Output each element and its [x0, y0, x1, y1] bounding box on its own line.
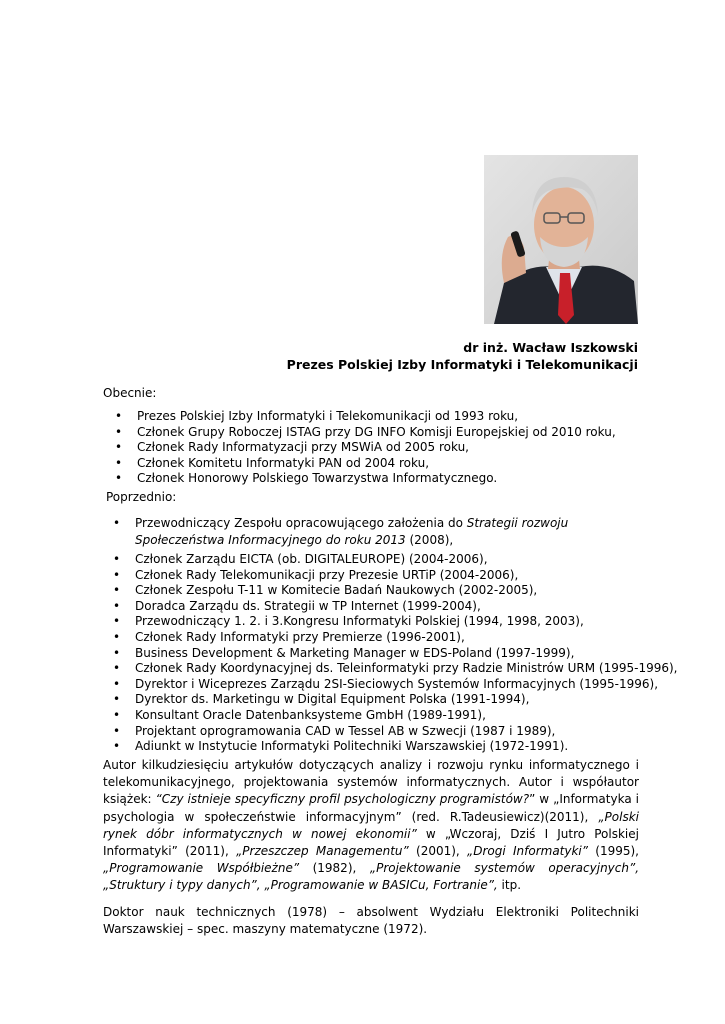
list-item-text: Dyrektor i Wiceprezes Zarządu 2SI-Sieciowych Systemów Informacyjnych (1995-1996),	[135, 676, 659, 691]
bullet-icon: •	[113, 598, 121, 613]
current-positions-list	[105, 409, 616, 487]
book-title-text: “Czy istnieje specyficzny profil psychologiczny programistów?	[155, 792, 530, 807]
bullet-icon: •	[115, 409, 123, 423]
portrait-photo	[484, 155, 638, 324]
list-item-text: Członek Rady Informatyki przy Premierze (1996-2001),	[135, 629, 465, 644]
book-title-text: „Polski rynek dóbr informatycznych w nowej ekonomii”	[103, 809, 639, 841]
bullet-icon: •	[115, 471, 123, 486]
list-item	[103, 677, 677, 693]
list-item-text: Członek Zespołu T-11 w Komitecie Badań Naukowych (2002-2005),	[135, 583, 538, 598]
list-item-text: Konsultant Oracle Datenbanksysteme GmbH (1989-1991),	[135, 707, 486, 722]
list-item	[103, 692, 677, 708]
bullet-icon: •	[113, 692, 121, 707]
paragraph-text: itp.	[497, 878, 522, 893]
list-item	[103, 708, 677, 724]
person-title: Prezes Polskiej Izby Informatyki i Telekomunikacji	[286, 357, 638, 372]
list-item-text: Członek Rady Telekomunikacji przy Prezesie URTiP (2004-2006),	[135, 567, 519, 582]
list-item-text: Przewodniczący 1. 2. i 3.Kongresu Informatyki Polskiej (1994, 1998, 2003),	[135, 614, 584, 629]
author-paragraph	[103, 757, 639, 895]
list-item	[105, 471, 616, 487]
list-item-text: Członek Rady Koordynacyjnej ds. Teleinformatyki przy Radzie Ministrów URM (1995-1996),	[135, 661, 678, 676]
bullet-icon: •	[113, 661, 121, 676]
bullet-icon: •	[113, 516, 121, 530]
list-item	[103, 515, 643, 548]
list-item	[103, 630, 677, 646]
bullet-icon: •	[113, 723, 121, 738]
list-item-text: Członek Zarządu EICTA (ob. DIGITALEUROPE) (2004-2006),	[135, 552, 488, 566]
paragraph-text: ” w „Informatyka i psychologia w społeczeństwie informacyjnym” (red. R.Tadeusiewicz)(2011),	[103, 792, 639, 824]
list-item	[105, 456, 616, 472]
book-title-text: „Projektowanie systemów operacyjnych”, „Struktury i typy danych”, „Programowanie w BASICu, Fortranie”,	[103, 861, 640, 893]
list-item-text: Projektant oprogramowania CAD w Tessel AB w Szwecji (1987 i 1989),	[135, 723, 556, 738]
portrait-illustration	[484, 155, 638, 324]
list-item	[103, 583, 677, 599]
list-item-text: Członek Rady Informatyzacji przy MSWiA od 2005 roku,	[137, 440, 469, 455]
list-item	[103, 552, 677, 568]
list-item	[105, 425, 616, 441]
book-title-text: „Przeszczep Managementu”	[236, 844, 409, 859]
list-item-text: Prezes Polskiej Izby Informatyki i Telekomunikacji od 1993 roku,	[137, 409, 519, 423]
bullet-icon: •	[113, 676, 121, 691]
list-item-text: Business Development & Marketing Manager w EDS-Poland (1997-1999),	[135, 645, 575, 660]
list-item-text: Adiunkt w Instytucie Informatyki Politechniki Warszawskiej (1972-1991).	[135, 739, 569, 754]
bullet-icon: •	[113, 739, 121, 754]
bullet-icon: •	[113, 645, 121, 660]
list-item	[103, 568, 677, 584]
list-item-text: Członek Honorowy Polskiego Towarzystwa Informatycznego.	[137, 471, 498, 486]
bullet-icon: •	[113, 629, 121, 644]
strategy-suffix: (2008),	[405, 532, 454, 547]
list-item	[103, 599, 677, 615]
person-name: dr inż. Wacław Iszkowski	[463, 340, 638, 355]
bullet-icon: •	[113, 583, 121, 598]
strategy-prefix: Przewodniczący Zespołu opracowującego założenia do	[135, 516, 467, 530]
list-item	[103, 724, 677, 740]
paragraph-text: (2001),	[408, 844, 468, 859]
bullet-icon: •	[115, 424, 123, 439]
paragraph-text: (1982),	[299, 861, 370, 876]
list-item-text: Członek Grupy Roboczej ISTAG przy DG INFO Komisji Europejskiej od 2010 roku,	[137, 424, 616, 439]
bullet-icon: •	[113, 552, 121, 566]
previous-positions-list	[103, 552, 677, 755]
list-item	[103, 646, 677, 662]
bullet-icon: •	[113, 567, 121, 582]
list-item	[103, 661, 677, 677]
book-title-text: „Drogi Informatyki”	[467, 844, 588, 859]
list-item-text: Doradca Zarządu ds. Strategii w TP Internet (1999-2004),	[135, 598, 481, 613]
strategy-title: Strategii rozwoju Społeczeństwa Informacyjnego do roku 2013	[135, 516, 569, 547]
list-item	[103, 739, 677, 755]
current-label: Obecnie:	[103, 386, 157, 400]
list-item	[105, 440, 616, 456]
paragraph-text: (1995),	[587, 844, 639, 859]
bullet-icon: •	[115, 455, 123, 470]
previous-label: Poprzednio:	[106, 490, 177, 504]
list-item-text: Członek Komitetu Informatyki PAN od 2004 roku,	[137, 455, 430, 470]
previous-first-list	[103, 515, 643, 548]
person-header	[287, 339, 638, 373]
education-paragraph: Doktor nauk technicznych (1978) – absolwent Wydziału Elektroniki Politechniki Warszawskiej – spec. maszyny matematyczne (1972).	[103, 905, 639, 937]
paragraph-text: w „Wczoraj, Dziś I Jutro Polskiej Informatyki” (2011),	[103, 826, 639, 859]
book-title-text: „Programowanie Współbieżne”	[103, 861, 300, 876]
list-item	[103, 614, 677, 630]
bullet-icon: •	[115, 440, 123, 455]
bullet-icon: •	[113, 707, 121, 722]
list-item-text: Dyrektor ds. Marketingu w Digital Equipment Polska (1991-1994),	[135, 692, 530, 707]
list-item	[105, 409, 616, 425]
paragraph-text: Autor kilkudziesięciu artykułów dotyczących analizy i rozwoju rynku informatycznego i telekomunikacyjnego, projektowania systemów informatycznych. Autor i współautor książek:	[103, 758, 639, 807]
bullet-icon: •	[113, 614, 121, 629]
